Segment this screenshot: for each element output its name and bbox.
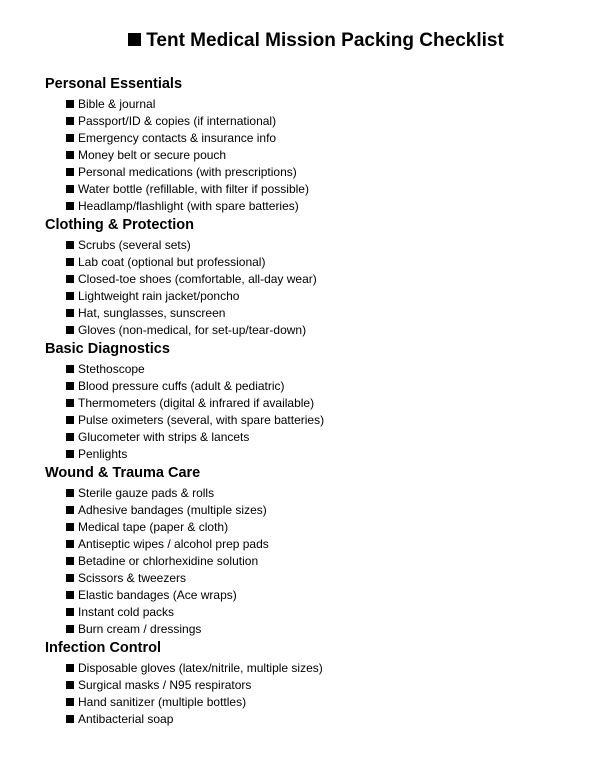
checklist-item-label: Hand sanitizer (multiple bottles)	[78, 695, 247, 709]
section-item-list	[66, 359, 585, 463]
black-square-icon	[66, 292, 74, 300]
checklist-item-label: Medical tape (paper & cloth)	[78, 520, 229, 534]
checklist-item	[66, 271, 585, 288]
checklist-item-label: Antibacterial soap	[78, 712, 174, 726]
checklist-item-label: Antiseptic wipes / alcohol prep pads	[78, 537, 269, 551]
checklist-item	[66, 570, 585, 587]
checklist-section	[45, 74, 585, 215]
checklist-item	[66, 711, 585, 728]
checklist-item-label: Water bottle (refillable, with filter if possible)	[78, 182, 309, 196]
checklist-item	[66, 485, 585, 502]
checklist-item-label: Personal medications (with prescriptions)	[78, 165, 297, 179]
checklist-item-label: Blood pressure cuffs (adult & pediatric)	[78, 379, 285, 393]
black-square-icon	[66, 275, 74, 283]
black-square-icon	[66, 608, 74, 616]
black-square-icon	[128, 33, 141, 46]
checklist-item	[66, 288, 585, 305]
checklist-item	[66, 412, 585, 429]
section-heading: Personal Essentials	[45, 76, 183, 92]
checklist-item-label: Disposable gloves (latex/nitrile, multiple sizes)	[78, 661, 323, 675]
checklist-item	[66, 519, 585, 536]
checklist-item-label: Headlamp/flashlight (with spare batteries)	[78, 199, 299, 213]
black-square-icon	[66, 591, 74, 599]
black-square-icon	[66, 416, 74, 424]
checklist-item	[66, 147, 585, 164]
black-square-icon	[66, 523, 74, 531]
checklist-item-label: Lab coat (optional but professional)	[78, 255, 266, 269]
section-item-list	[66, 235, 585, 339]
checklist-section	[45, 215, 585, 339]
black-square-icon	[66, 100, 74, 108]
checklist-item-label: Gloves (non-medical, for set-up/tear-down)	[78, 323, 307, 337]
checklist-item	[66, 305, 585, 322]
black-square-icon	[66, 433, 74, 441]
checklist-item	[66, 113, 585, 130]
checklist-item	[66, 677, 585, 694]
black-square-icon	[66, 489, 74, 497]
checklist-item	[66, 96, 585, 113]
checklist-item	[66, 553, 585, 570]
black-square-icon	[66, 399, 74, 407]
checklist-item-label: Surgical masks / N95 respirators	[78, 678, 252, 692]
section-item-list	[66, 94, 585, 215]
checklist-item	[66, 621, 585, 638]
checklist-item	[66, 181, 585, 198]
checklist-item-label: Passport/ID & copies (if international)	[78, 114, 277, 128]
checklist-item	[66, 198, 585, 215]
section-heading: Basic Diagnostics	[45, 341, 170, 357]
checklist-item-label: Scrubs (several sets)	[78, 238, 191, 252]
checklist-item	[66, 429, 585, 446]
checklist-item	[66, 378, 585, 395]
checklist-item-label: Hat, sunglasses, sunscreen	[78, 306, 226, 320]
black-square-icon	[66, 382, 74, 390]
checklist-item	[66, 604, 585, 621]
black-square-icon	[66, 202, 74, 210]
checklist-item	[66, 446, 585, 463]
section-item-list	[66, 483, 585, 638]
black-square-icon	[66, 715, 74, 723]
checklist-item-label: Penlights	[78, 447, 128, 461]
checklist-item-label: Thermometers (digital & infrared if available)	[78, 396, 315, 410]
page-title	[0, 30, 601, 52]
black-square-icon	[66, 625, 74, 633]
checklist-item	[66, 536, 585, 553]
black-square-icon	[66, 365, 74, 373]
black-square-icon	[66, 134, 74, 142]
checklist-item-label: Elastic bandages (Ace wraps)	[78, 588, 237, 602]
black-square-icon	[66, 450, 74, 458]
checklist-section	[45, 463, 585, 638]
checklist-item-label: Glucometer with strips & lancets	[78, 430, 250, 444]
black-square-icon	[66, 557, 74, 565]
black-square-icon	[66, 506, 74, 514]
checklist-section	[45, 638, 585, 728]
section-heading: Clothing & Protection	[45, 217, 195, 233]
checklist-item	[66, 587, 585, 604]
checklist-item	[66, 322, 585, 339]
page-title-text: Tent Medical Mission Packing Checklist	[146, 30, 504, 51]
checklist-item-label: Bible & journal	[78, 97, 156, 111]
black-square-icon	[66, 151, 74, 159]
checklist-item	[66, 237, 585, 254]
checklist-item	[66, 694, 585, 711]
checklist-item-label: Money belt or secure pouch	[78, 148, 227, 162]
section-heading: Wound & Trauma Care	[45, 465, 201, 481]
black-square-icon	[66, 185, 74, 193]
checklist-item	[66, 502, 585, 519]
checklist-item	[66, 254, 585, 271]
checklist-item-label: Burn cream / dressings	[78, 622, 202, 636]
checklist-item-label: Stethoscope	[78, 362, 145, 376]
black-square-icon	[66, 117, 74, 125]
black-square-icon	[66, 698, 74, 706]
section-heading: Infection Control	[45, 640, 161, 656]
black-square-icon	[66, 540, 74, 548]
checklist-item-label: Closed-toe shoes (comfortable, all-day wear)	[78, 272, 317, 286]
checklist-item-label: Adhesive bandages (multiple sizes)	[78, 503, 267, 517]
checklist-section	[45, 339, 585, 463]
checklist-item-label: Sterile gauze pads & rolls	[78, 486, 215, 500]
checklist-item-label: Emergency contacts & insurance info	[78, 131, 277, 145]
black-square-icon	[66, 241, 74, 249]
section-item-list	[66, 658, 585, 728]
checklist-item	[66, 164, 585, 181]
checklist-item	[66, 395, 585, 412]
checklist-item-label: Pulse oximeters (several, with spare batteries)	[78, 413, 325, 427]
checklist-item	[66, 130, 585, 147]
black-square-icon	[66, 681, 74, 689]
checklist-item	[66, 361, 585, 378]
checklist-item-label: Scissors & tweezers	[78, 571, 187, 585]
black-square-icon	[66, 309, 74, 317]
checklist-sections	[45, 74, 585, 728]
checklist-item	[66, 660, 585, 677]
checklist-item-label: Instant cold packs	[78, 605, 175, 619]
checklist-item-label: Lightweight rain jacket/poncho	[78, 289, 240, 303]
black-square-icon	[66, 168, 74, 176]
black-square-icon	[66, 258, 74, 266]
black-square-icon	[66, 664, 74, 672]
black-square-icon	[66, 574, 74, 582]
checklist-item-label: Betadine or chlorhexidine solution	[78, 554, 259, 568]
black-square-icon	[66, 326, 74, 334]
